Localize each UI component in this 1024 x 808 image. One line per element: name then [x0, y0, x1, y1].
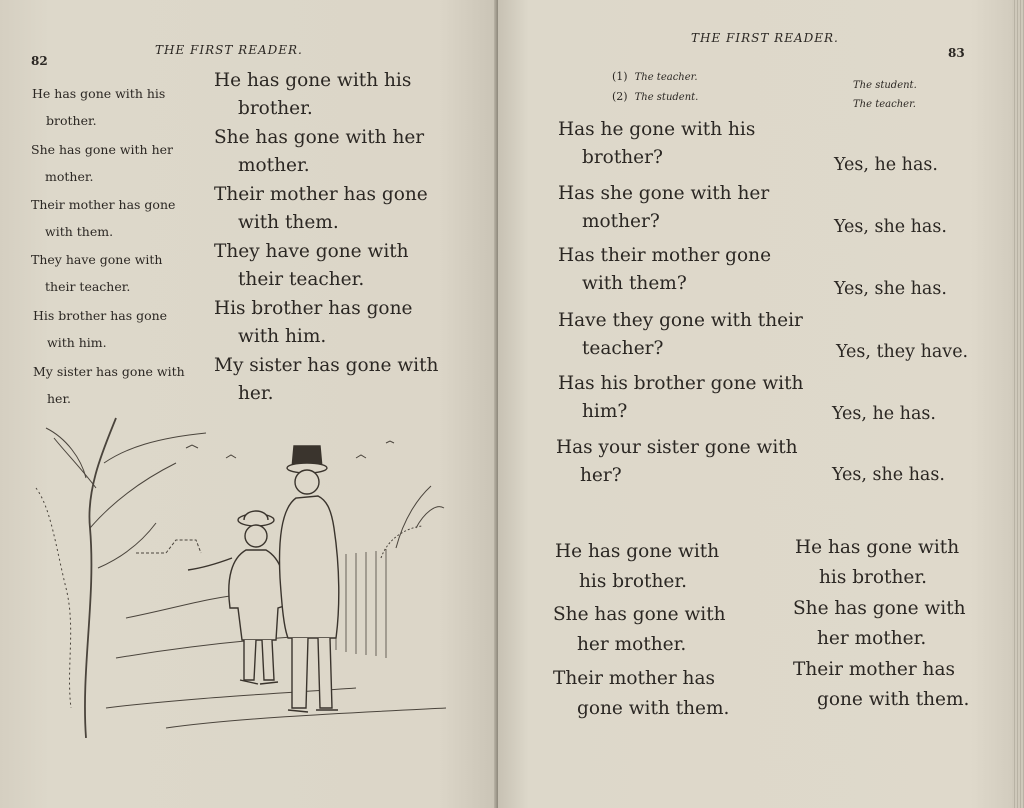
- question-4: Have they gone with their teacher?: [558, 310, 803, 359]
- script-right-1: He has gone with his brother.: [795, 537, 960, 588]
- question-3: Has their mother gone with them?: [558, 245, 772, 294]
- answer-1: Yes, he has.: [834, 155, 938, 175]
- answer-3: Yes, she has.: [834, 279, 947, 299]
- running-head: THE FIRST READER.: [155, 43, 303, 57]
- script-left-2: She has gone with her mother.: [553, 604, 726, 655]
- answer-2: Yes, she has.: [834, 217, 947, 237]
- question-2: Has she gone with her mother?: [558, 183, 770, 232]
- script-right-2: She has gone with her mother.: [793, 598, 966, 649]
- man-and-boy-illustration: [26, 408, 466, 738]
- script-left-3: Their mother has gone with them.: [553, 668, 730, 719]
- script-left-1: He has gone with his brother.: [555, 541, 720, 592]
- answer-5: Yes, he has.: [832, 404, 936, 424]
- small-sentence-2: She has gone with her mother.: [31, 142, 173, 184]
- script-right-3: Their mother has gone with them.: [793, 659, 970, 710]
- small-sentence-1: He has gone with his brother.: [32, 86, 166, 128]
- large-sentence-4: They have gone with their teacher.: [214, 241, 409, 290]
- key-right-1: The student.: [853, 80, 917, 91]
- question-6: Has your sister gone with her?: [556, 437, 798, 486]
- key-right-2: The teacher.: [853, 99, 916, 110]
- large-sentence-2: She has gone with her mother.: [214, 127, 425, 176]
- small-sentence-3: Their mother has gone with them.: [31, 197, 176, 239]
- left-page: [0, 0, 498, 808]
- question-1: Has he gone with his brother?: [558, 119, 756, 168]
- right-page: [498, 0, 1012, 808]
- large-sentence-5: His brother has gone with him.: [214, 298, 413, 347]
- page-edges: [1012, 0, 1024, 808]
- answer-4: Yes, they have.: [836, 342, 969, 362]
- answer-6: Yes, she has.: [832, 465, 945, 485]
- running-head: THE FIRST READER.: [691, 31, 839, 45]
- large-sentence-1: He has gone with his brother.: [214, 70, 412, 119]
- key-row-2: (2) The student.: [612, 90, 699, 103]
- page-number: 83: [948, 46, 965, 60]
- page-number: 82: [31, 54, 48, 68]
- key-row-1: (1) The teacher.: [612, 70, 698, 83]
- large-sentence-3: Their mother has gone with them.: [214, 184, 428, 233]
- small-sentence-4: They have gone with their teacher.: [31, 252, 163, 294]
- small-sentence-6: My sister has gone with her.: [33, 364, 185, 406]
- question-5: Has his brother gone with him?: [558, 373, 804, 422]
- small-sentence-5: His brother has gone with him.: [33, 308, 168, 350]
- large-sentence-6: My sister has gone with her.: [214, 355, 439, 404]
